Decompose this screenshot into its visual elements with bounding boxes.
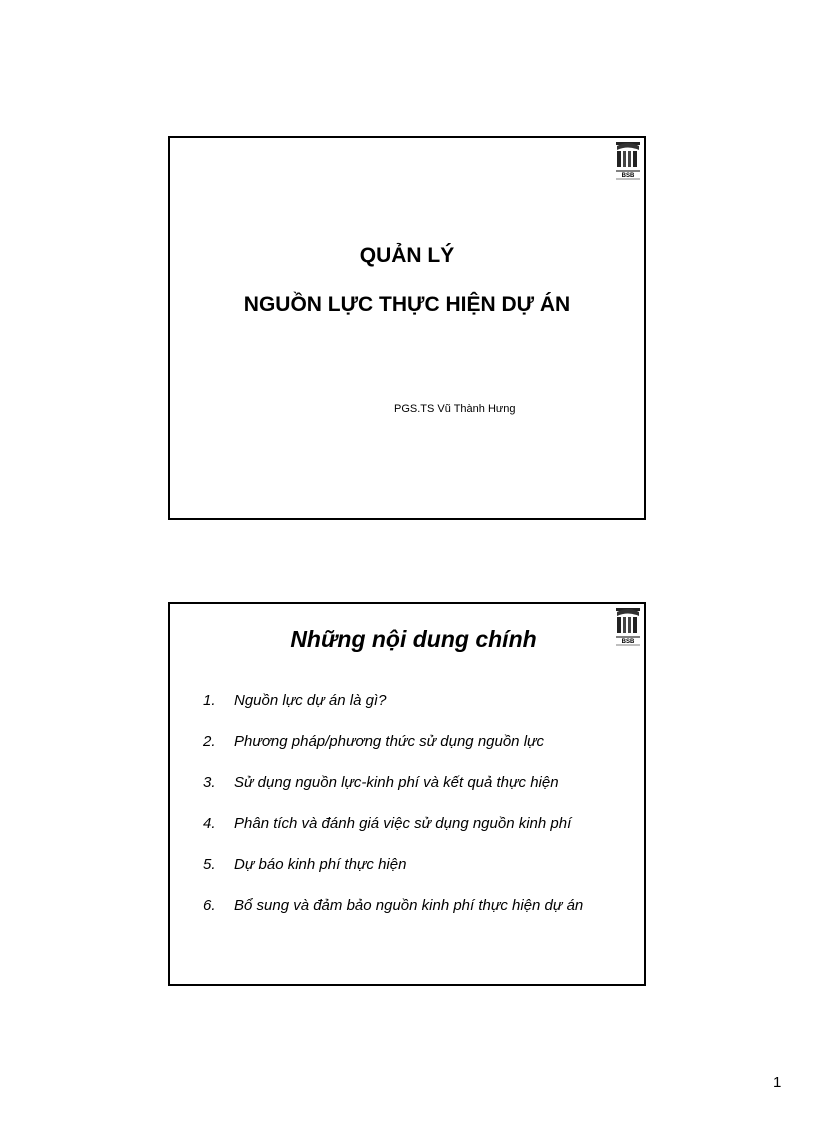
logo-text: BSB bbox=[621, 639, 635, 645]
list-item bbox=[203, 897, 583, 914]
list-item-text: Phương pháp/phương thức sử dụng nguồn lực bbox=[234, 733, 545, 750]
slide-contents bbox=[168, 602, 646, 986]
list-item-text: Dự báo kinh phí thực hiện bbox=[234, 856, 407, 873]
list-item-number: 1. bbox=[203, 692, 216, 709]
list-item-number: 6. bbox=[203, 897, 216, 914]
slide-title-line-1: QUẢN LÝ bbox=[359, 244, 455, 267]
list-item bbox=[203, 856, 406, 873]
list-item bbox=[203, 692, 386, 709]
list-item-text: Sử dụng nguồn lực-kinh phí và kết quả thực hiện bbox=[234, 774, 559, 791]
bsb-logo-icon bbox=[615, 141, 641, 181]
page-number: 1 bbox=[773, 1074, 782, 1091]
author: PGS.TS Vũ Thành Hưng bbox=[394, 403, 516, 415]
list-item-text: Phân tích và đánh giá việc sử dụng nguồn kinh phí bbox=[234, 815, 572, 832]
list-item-number: 3. bbox=[203, 774, 216, 791]
slide-title bbox=[168, 136, 646, 520]
slide-title-line-2: NGUỒN LỰC THỰC HIỆN DỰ ÁN bbox=[243, 293, 571, 316]
list-item bbox=[203, 733, 544, 750]
list-item bbox=[203, 815, 571, 832]
list-item-number: 2. bbox=[203, 733, 216, 750]
list-item-number: 5. bbox=[203, 856, 216, 873]
logo-text: BSB bbox=[621, 173, 635, 179]
list-item-text: Nguồn lực dự án là gì? bbox=[234, 692, 387, 709]
list-item bbox=[203, 774, 559, 791]
slide-title: Những nội dung chính bbox=[290, 626, 537, 652]
list-item-text: Bổ sung và đảm bảo nguồn kinh phí thực hiện dự án bbox=[234, 897, 584, 914]
list-item-number: 4. bbox=[203, 815, 216, 832]
